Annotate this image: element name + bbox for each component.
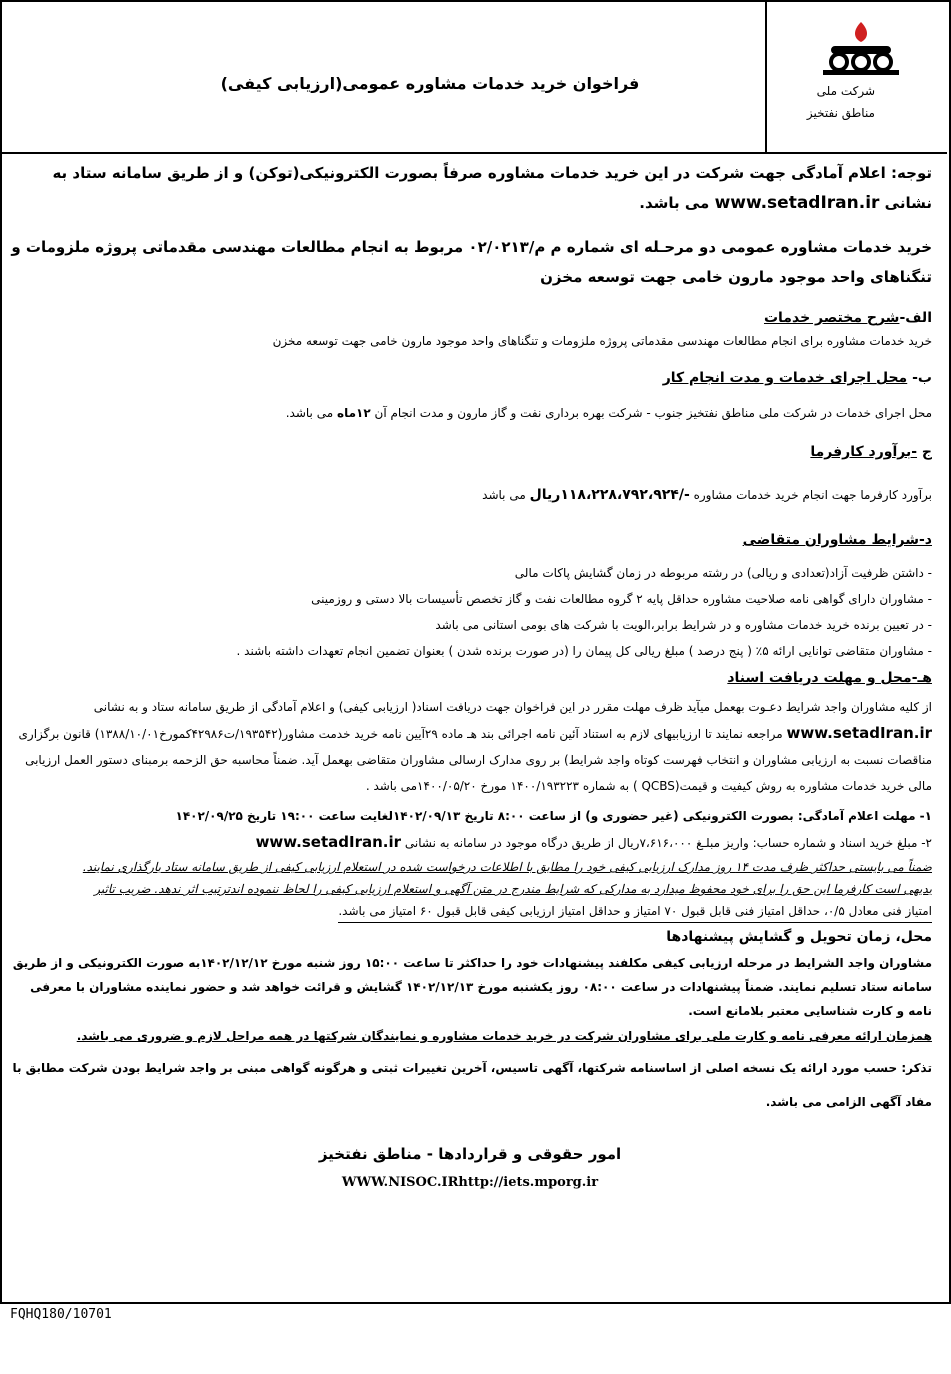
list-item: - مشاوران دارای گواهی نامه صلاحیت مشاوره حداقل پایه ۲ گروه مطالعات نفت و گاز تخصص تأسیسات بالا دستی و روزمینی	[8, 586, 932, 612]
fee-site-link[interactable]: www.setadIran.ir	[255, 833, 402, 851]
notice-paragraph: توجه: اعلام آمادگی جهت شرکت در این خرید خدمات مشاوره صرفاً بصورت الکترونیکی(توکن) و از طریق سامانه ستاد به نشانی www.setadIran.ir می باشد.	[52, 164, 932, 213]
page-title: فراخوان خرید خدمات مشاوره عمومی(ارزیابی کیفی)	[220, 74, 640, 93]
section-a: الف-شرح مختصر خدمات خرید خدمات مشاوره برای انجام مطالعات مهندسی مقدماتی پروژه ملزومات و تنگناهای واحد موجود مارون خامی جهت توسعه مخزن	[8, 310, 932, 352]
section-a-body: خرید خدمات مشاوره برای انجام مطالعات مهندسی مقدماتی پروژه ملزومات و تنگناهای واحد موجود مارون خامی جهت توسعه مخزن	[272, 334, 932, 348]
signature-sites[interactable]: WWW.NISOC.IRhttp://iets.mporg.ir	[341, 1175, 599, 1190]
duration-value: ۱۲ماه	[336, 406, 371, 420]
section-c-body: برآورد کارفرما جهت انجام خرید خدمات مشاوره -/۱۱۸،۲۲۸،۷۹۲،۹۲۴ریال می باشد	[482, 487, 932, 503]
section-f-heading: محل، زمان تحویل و گشایش پیشنهادها	[666, 929, 932, 945]
documents-site-link[interactable]: www.setadIran.ir	[786, 724, 932, 742]
section-f-body: مشاوران واجد الشرایط در مرحله ارزیابی کیفی مکلفند پیشنهادات خود را حداکثر تا ساعت ۱۵:۰۰ روز شنبه مورخ ۱۴۰۲/۱۲/۱۲به صورت الکترونیکی و از طریق سامانه ستاد تسلیم نمایند. ضمناً پیشنهادات در ساعت ۰۸:۰۰ روز یکشنبه مورخ ۱۴۰۲/۱۲/۱۳ گشایش و قرائت خواهد شد و حضور نماینده مشاوران با معرفی نامه و کارت شناسایی معتبر بلامانع است.	[12, 956, 932, 1018]
fee-line: ۲- مبلغ خرید اسناد و شماره حساب: واریز مبلـغ ۷،۶۱۶،۰۰۰ریال از طریق درگاه موجود در سامانه به نشانی www.setadIran.ir	[255, 833, 932, 851]
section-d-heading: د-شرایط مشاوران متقاضی	[742, 532, 932, 548]
estimate-amount: -/۱۱۸،۲۲۸،۷۹۲،۹۲۴ریال	[529, 487, 690, 503]
section-c: ج -برآورد کارفرما برآورد کارفرما جهت انجام خرید خدمات مشاوره -/۱۱۸،۲۲۸،۷۹۲،۹۲۴ریال می باشد	[8, 444, 932, 506]
section-d	[8, 532, 932, 664]
logo-box	[765, 0, 947, 152]
score-note: امتیاز فنی معادل ۰/۵، حداقل امتیاز فنی قابل قبول ۷۰ امتیاز و حداقل امتیاز ارزیابی کیفی قابل قبول ۶۰ امتیاز می باشد.	[338, 900, 932, 923]
employer-right-note: بدیهی است کارفرما این حق را برای خود محفوظ میدارد به مدارکی که شرایط مندرج در متن آگهی و استعلام ارزیابی کیفی را لحاظ ننموده اندترتیب اثر ندهد. ضریب تاثیر	[94, 882, 932, 896]
reminder-note: تذکر: حسب مورد ارائه یک نسخه اصلی از اساسنامه شرکتها، آگهی تاسیس، آخرین تغییرات ثبتی و هرگونه گواهی مبنی بر واجد شرایط بودن شرکت مطابق با مفاد آگهی الزامی می باشد.	[12, 1061, 932, 1109]
id-card-note: همزمان ارائه معرفی نامه و کارت ملی برای مشاوران شرکت در خرید خدمات مشاوره و نمایندگان شرکتها در همه مراحل لازم و ضروری می باشد.	[76, 1029, 932, 1043]
company-name: شرکت ملی مناطق نفتخیز	[806, 84, 875, 120]
notice-site-link[interactable]: www.setadIran.ir	[714, 193, 880, 213]
list-item: - مشاوران متقاضی توانایی ارائه ۵٪ ( پنج درصد ) مبلغ ریالی کل پیمان را (در صورت برنده شدن ) بعنوان تضمین انجام تعهدات داشته باشند .	[8, 638, 932, 664]
list-item: - در تعیین برنده خرید خدمات مشاوره و در شرایط برابر،الویت با شرکت های بومی استانی می باشد	[8, 612, 932, 638]
conditions-list	[8, 560, 932, 664]
signature-dept: امور حقوقی و قراردادها - مناطق نفتخیز	[318, 1145, 622, 1163]
document-header	[0, 0, 947, 154]
section-c-heading: -برآورد کارفرما	[810, 444, 918, 460]
list-item: - داشتن ظرفیت آزاد(تعدادی و ریالی) در رشته مربوطه در زمان گشایش پاکات مالی	[8, 560, 932, 586]
section-b: ب- محل اجرای خدمات و مدت انجام کار محل اجرای خدمات در شرکت ملی مناطق نفتخیز جنوب - شرکت بهره برداری نفت و گاز مارون و مدت انجام آن ۱۲ماه می باشد.	[8, 370, 932, 424]
nioc-flame-logo-icon	[813, 20, 909, 76]
document-code: FQHQ180/10701	[10, 1307, 112, 1322]
document-body	[8, 156, 932, 1190]
section-b-body: محل اجرای خدمات در شرکت ملی مناطق نفتخیز جنوب - شرکت بهره برداری نفت و گاز مارون و مدت انجام آن ۱۲ماه می باشد.	[285, 406, 932, 420]
section-b-heading: محل اجرای خدمات و مدت انجام کار	[662, 370, 908, 386]
section-a-heading: شرح مختصر خدمات	[763, 310, 900, 326]
intro-paragraph: خرید خدمات مشاوره عمومی دو مرحـله ای شماره م م/۰۲/۰۲۱۳ مربوط به انجام مطالعات مهندسی مقدماتی پروژه ملزومات و تنگناهای واحد موجود مارون خامی جهت توسعه مخزن	[11, 238, 932, 286]
section-f	[8, 929, 932, 1119]
signature-block	[8, 1145, 932, 1190]
section-e-body: از کلیه مشاوران واجد شرایط دعـوت بهعمل میآید ظرف مهلت مقرر در این فراخوان جهت دریافت اسناد( ارزیابی کیفی) و اعلام آمادگی از طریق سامانه ستاد و به نشانی www.setadIran.ir مراجعه نمایند تا ارزیابیهای لازم به استناد آئین نامه اجرائی بند هـ ماده ۲۹آیین نامه خرید خدمت مشاور(۱۹۳۵۴۲/ت۴۲۹۸۶کمورخ۱۳۸۸/۱۰/۰۱) قانون برگزاری مناقصات نسبت به ارزیابی مشاوران و انتخاب فهرست کوتاه واجد شرایط) بر روی مدارک ارسالی مشاوران متقاضی بهعمل آید. ضمناً محاسبه حق الزحمه برمبنای دستور العمل ارزیابی مالی خرید خدمات مشاوره به روش کیفیت و قیمت(QCBS ) به شماره ۱۴۰۰/۱۹۳۲۲۳ مورخ ۱۴۰۰/۰۵/۲۰می باشد .	[18, 700, 932, 793]
section-e-heading: هـ-محل و مهلت دریافت اسناد	[727, 670, 932, 686]
deadline-line: ۱- مهلت اعلام آمادگی: بصورت الکترونیکی (غیر حضوری و) از ساعت ۸:۰۰ تاریخ ۱۴۰۲/۰۹/۱۳لغایت ساعت ۱۹:۰۰ تاریخ ۱۴۰۲/۰۹/۲۵	[175, 809, 932, 823]
section-e	[8, 670, 932, 923]
upload-note: ضمناً می بایستی حداکثر ظرف مدت ۱۴ روز مدارک ارزیابی کیفی خود را مطابق با اطلاعات درخواست شده در استعلام ارزیابی کیفی از طریق سامانه ستاد بارگذاری نمایند.	[82, 860, 932, 874]
